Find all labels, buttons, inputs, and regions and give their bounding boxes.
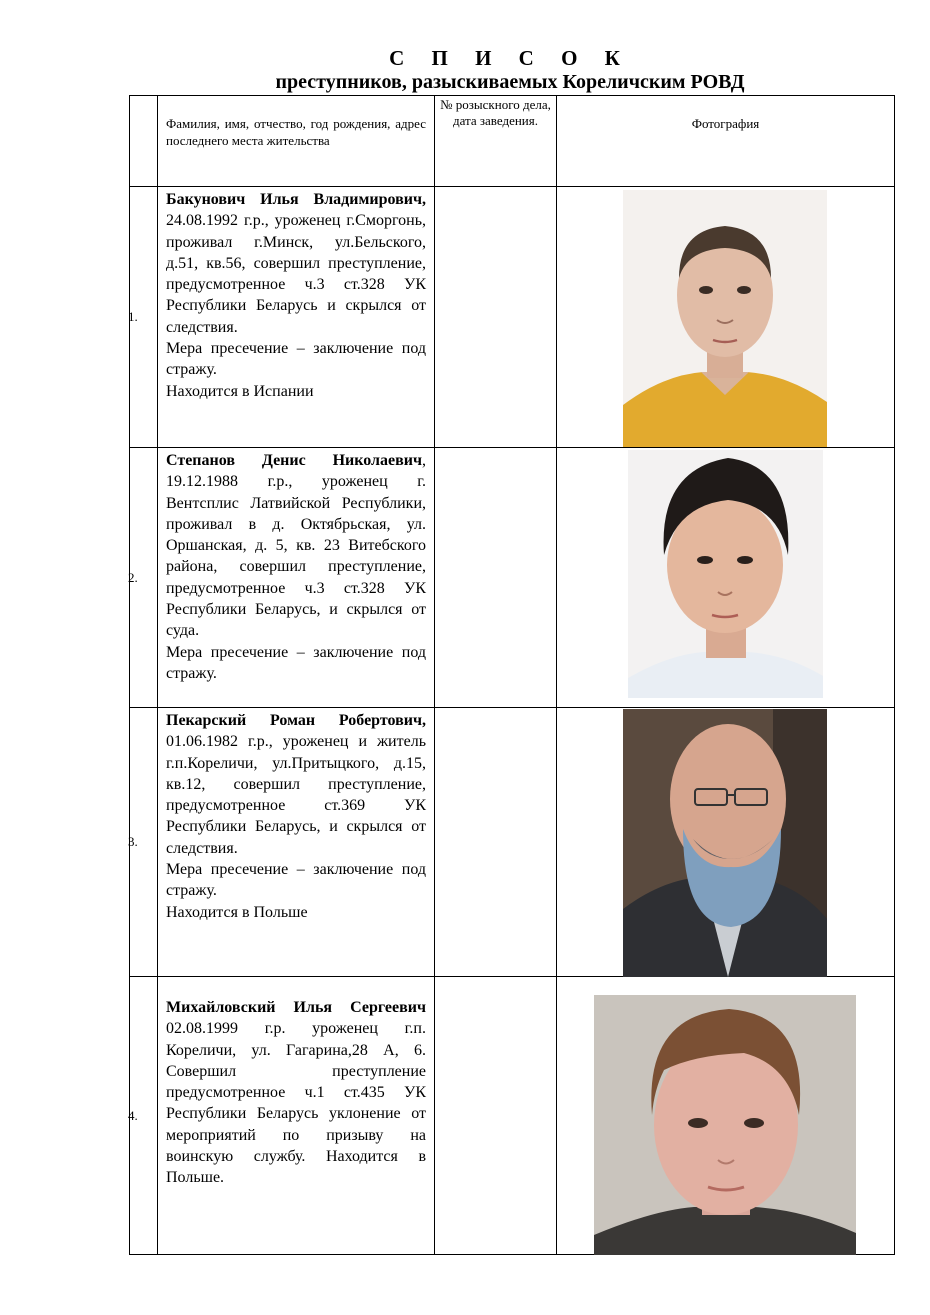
row-number: 3. — [130, 708, 158, 977]
person-name: Михайловский Илья Сергеевич — [166, 999, 426, 1016]
person-photo-icon — [628, 450, 823, 698]
person-name: Бакунович Илья Владимирович, — [166, 191, 426, 208]
person-info-cell — [158, 977, 435, 1255]
person-photo-icon — [594, 995, 856, 1255]
restraint-measure: Мера пресечение – заключение под стражу. — [166, 643, 426, 682]
header-info-cell: Фамилия, имя, отчество, год рождения, адрес последнего места жительства — [158, 96, 435, 187]
table-row — [130, 448, 895, 708]
header-number-cell — [130, 96, 158, 187]
person-name: Пекарский Роман Робертович, — [166, 712, 426, 729]
table-row — [130, 977, 895, 1255]
row-number: 4. — [130, 977, 158, 1255]
header-case-cell: № розыскного дела, дата заведения. — [435, 96, 557, 187]
table-row — [130, 187, 895, 448]
document-subtitle: преступников, разыскиваемых Кореличским РОВД — [275, 71, 745, 93]
photo-cell — [557, 187, 895, 448]
case-number-cell — [435, 448, 557, 708]
person-info-cell — [158, 448, 435, 708]
header-photo-cell: Фотография — [557, 96, 895, 187]
photo-cell — [557, 448, 895, 708]
person-name: Степанов Денис Николаевич — [166, 452, 422, 469]
person-details: 24.08.1992 г.р., уроженец г.Сморгонь, проживал г.Минск, ул.Бельского, д.51, кв.56, совершил преступление, предусмотренное ч.3 ст.328 УК Республики Беларусь и скрылся от следствия. — [166, 212, 426, 336]
person-details: 01.06.1982 г.р., уроженец и житель г.п.Кореличи, ул.Притыцкого, д.15, кв.12, совершил преступление, предусмотренное ст.369 УК Республики Беларусь, и скрылся от следствия. — [166, 733, 426, 857]
person-photo-icon — [623, 709, 827, 977]
wanted-list-table — [129, 95, 895, 1255]
case-number-cell — [435, 187, 557, 448]
case-number-cell — [435, 977, 557, 1255]
current-location: Находится в Испании — [166, 382, 314, 400]
photo-cell — [557, 708, 895, 977]
restraint-measure: Мера пресечение – заключение под стражу. — [166, 861, 426, 900]
person-details: 02.08.1999 г.р. уроженец г.п. Кореличи, ул. Гагарина,28 А, 6. Совершил преступление предусмотренное ч.1 ст.435 УК Республики Беларусь уклонение от мероприятий по призыву на воинскую службу. Находится в Польше. — [166, 1020, 426, 1187]
row-number: 1. — [130, 187, 158, 448]
table-header-row — [130, 96, 895, 187]
document-title: С П И С О К — [389, 46, 631, 70]
row-number: 2. — [130, 448, 158, 708]
table-row — [130, 708, 895, 977]
person-info-cell — [158, 708, 435, 977]
person-photo-icon — [623, 190, 827, 447]
photo-cell — [557, 977, 895, 1255]
person-details: , 19.12.1988 г.р., уроженец г. Вентсплис Латвийской Республики, проживал в д. Октябрьская, ул. Оршанская, д. 5, кв. 23 Витебского района, совершил преступление, предусмотренное ч.3 ст.328 УК Республики Беларусь, и скрылся от суда. — [166, 452, 426, 640]
case-number-cell — [435, 708, 557, 977]
restraint-measure: Мера пресечение – заключение под стражу. — [166, 340, 426, 379]
person-info-cell — [158, 187, 435, 448]
current-location: Находится в Польше — [166, 903, 308, 921]
